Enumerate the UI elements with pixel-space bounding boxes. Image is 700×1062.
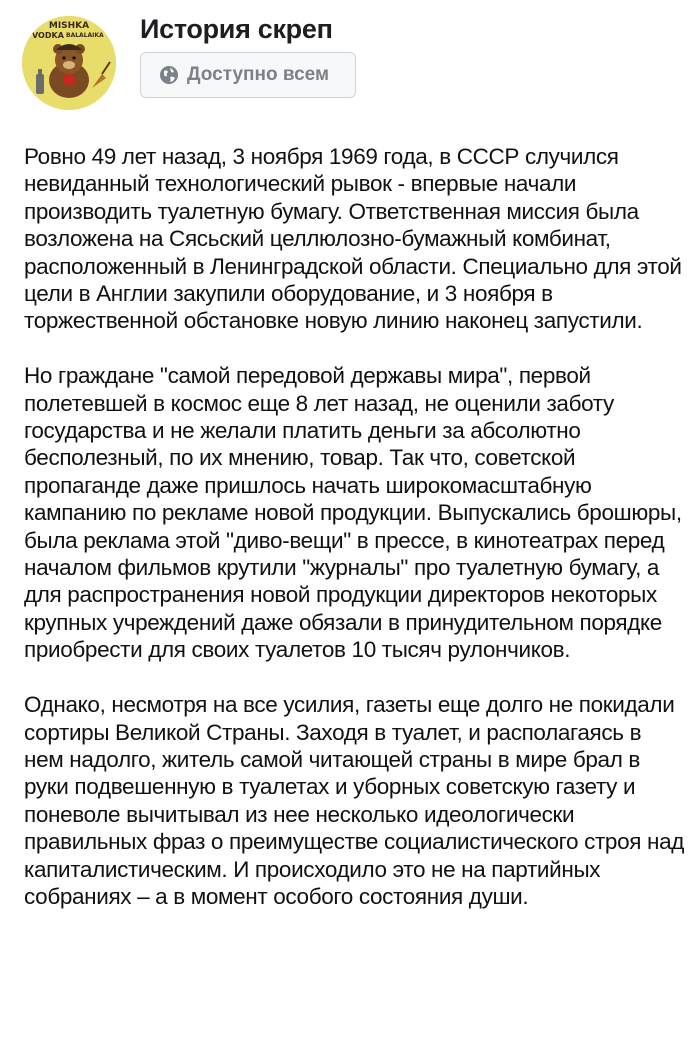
- post-paragraph: Но граждане "самой передовой державы мира", первой полетевшей в космос еще 8 лет назад, не оценили заботу государства и не желали платить деньги за абсолютно бесполезный, по их мнению, товар. Так что, советской пропаганде даже пришлось начать широкомасштабную кампанию по рекламе новой продукции. Выпускались брошюры, была реклама этой "диво-вещи" в прессе, в кинотеатрах перед началом фильмов крутили "журналы" про туалетную бумагу, а для распространения новой продукции директоров некоторых крупных учреждений даже обязали в принудительном порядке приобрести для своих туалетов 10 тысяч рулончиков.: [24, 363, 682, 663]
- post-paragraph: Ровно 49 лет назад, 3 ноября 1969 года, в СССР случился невиданный технологический рывок - впервые начали производить туалетную бумагу. Ответственная миссия была возложена на Сясьский целлюлозно-бумажный комбинат, расположенный в Ленинградской области. Специально для этой цели в Англии закупили оборудование, и 3 ноября в торжественной обстановке новую линию наконец запустили.: [24, 144, 682, 334]
- privacy-badge[interactable]: [140, 52, 356, 98]
- logo-text-top: MISHKA: [48, 21, 90, 31]
- logo-text-bottom: VODKA: [32, 31, 64, 40]
- globe-icon: [159, 65, 179, 85]
- post-header: [0, 0, 700, 125]
- privacy-label: Доступно всем: [187, 64, 330, 85]
- post-paragraph: Однако, несмотря на все усилия, газеты еще долго не покидали сортиры Великой Страны. Заходя в туалет, и располагаясь в нем надолго, житель самой читающей страны в мире брал в руки подвешенную в туалетах и уборных советскую газету и поневоле вычитывал из нее несколько идеологически правильных фраз о преимуществе социалистического строя над капиталистическим. И происходило это не на партийных собраниях – а в момент особого состояния души.: [24, 692, 685, 909]
- logo-text-small: BALALAIKA: [66, 32, 104, 39]
- post-body: [24, 143, 686, 910]
- group-name[interactable]: История скреп: [140, 14, 333, 44]
- group-avatar[interactable]: [22, 16, 116, 110]
